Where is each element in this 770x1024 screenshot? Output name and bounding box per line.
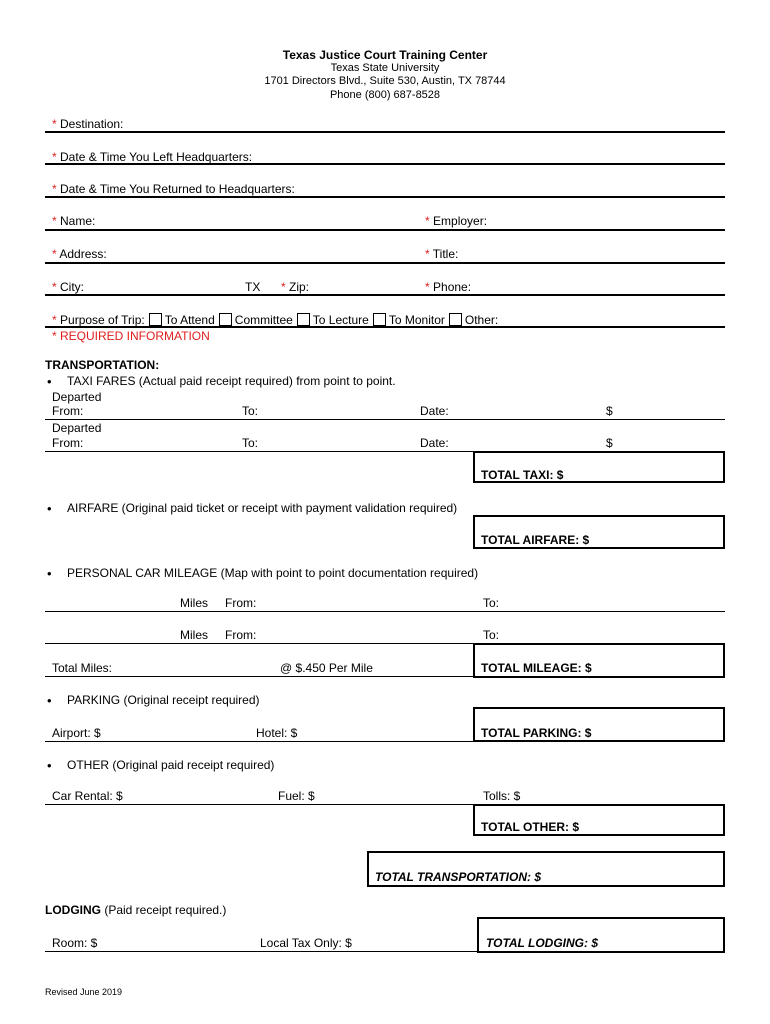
fuel-label: Fuel: $: [278, 789, 315, 803]
form-org-title: Texas Justice Court Training Center: [282, 48, 488, 62]
to-lecture-checkbox[interactable]: [297, 313, 310, 326]
transportation-heading: TRANSPORTATION:: [45, 358, 160, 372]
purpose-line[interactable]: [45, 326, 725, 328]
name-employer-line[interactable]: [45, 229, 725, 231]
to-monitor-label: To Monitor: [388, 313, 445, 327]
required-note: * REQUIRED INFORMATION: [52, 329, 210, 343]
airport-label: Airport: $: [52, 726, 101, 740]
mileage-row-1-line[interactable]: [45, 611, 725, 612]
city-phone-line[interactable]: [45, 294, 725, 296]
purpose-row: * Purpose of Trip: To Attend Committee To Lecture To Monitor Other:: [52, 313, 499, 327]
destination-line[interactable]: [45, 131, 725, 133]
left-hq-label: * Date & Time You Left Headquarters:: [52, 150, 253, 164]
to-lecture-label: To Lecture: [312, 313, 369, 327]
from-label: From:: [225, 596, 257, 610]
tolls-label: Tolls: $: [483, 789, 521, 803]
parking-line[interactable]: [45, 741, 475, 742]
returned-hq-label: * Date & Time You Returned to Headquarters:: [52, 182, 295, 196]
from-label: From:: [52, 436, 84, 450]
to-monitor-checkbox[interactable]: [373, 313, 386, 326]
destination-label: * Destination:: [52, 117, 124, 131]
taxi-description: TAXI FARES (Actual paid receipt required) from point to point.: [67, 374, 396, 388]
committee-label: Committee: [234, 313, 293, 327]
departed-label: Departed: [52, 390, 102, 404]
address-title-line[interactable]: [45, 262, 725, 264]
airfare-description: AIRFARE (Original paid ticket or receipt with payment validation required): [67, 501, 458, 515]
zip-label: * Zip:: [281, 280, 310, 294]
total-parking-label: TOTAL PARKING: $: [481, 726, 592, 740]
total-miles-line[interactable]: [45, 676, 475, 677]
local-tax-label: Local Tax Only: $: [260, 936, 352, 950]
other-bullet: •: [47, 758, 52, 773]
form-phone: Phone (800) 687-8528: [329, 89, 441, 101]
hotel-label: Hotel: $: [256, 726, 298, 740]
lodging-line[interactable]: [45, 951, 480, 952]
phone-label: * Phone:: [425, 280, 472, 294]
from-label: From:: [225, 628, 257, 642]
mileage-rate: @ $.450 Per Mile: [280, 661, 373, 675]
total-airfare-label: TOTAL AIRFARE: $: [481, 533, 590, 547]
state-value: TX: [245, 280, 261, 294]
to-label: To:: [483, 628, 500, 642]
departed-label: Departed: [52, 421, 102, 435]
employer-label: * Employer:: [425, 214, 488, 228]
mileage-bullet: •: [47, 566, 52, 581]
city-label: * City:: [52, 280, 85, 294]
committee-checkbox[interactable]: [219, 313, 232, 326]
form-university: Texas State University: [330, 62, 440, 74]
total-transportation-label: TOTAL TRANSPORTATION: $: [375, 870, 542, 884]
taxi-row-1-line[interactable]: [45, 419, 725, 420]
total-other-label: TOTAL OTHER: $: [481, 820, 580, 834]
to-attend-checkbox[interactable]: [149, 313, 162, 326]
miles-label: Miles: [180, 596, 209, 610]
returned-hq-line[interactable]: [45, 196, 725, 198]
title-label: * Title:: [425, 247, 459, 261]
other-description: OTHER (Original paid receipt required): [67, 758, 275, 772]
form-address: 1701 Directors Blvd., Suite 530, Austin, TX 78744: [264, 75, 506, 87]
total-lodging-label: TOTAL LODGING: $: [486, 936, 599, 950]
mileage-description: PERSONAL CAR MILEAGE (Map with point to point documentation required): [67, 566, 479, 580]
lodging-heading: LODGING (Paid receipt required.): [45, 903, 227, 917]
other-checkbox[interactable]: [449, 313, 462, 326]
date-label: Date:: [420, 436, 449, 450]
taxi-bullet: •: [47, 374, 52, 389]
dollar-label: $: [606, 436, 613, 450]
to-label: To:: [483, 596, 500, 610]
dollar-label: $: [606, 404, 613, 418]
total-taxi-label: TOTAL TAXI: $: [481, 468, 564, 482]
purpose-label: Purpose of Trip:: [60, 313, 145, 327]
to-label: To:: [242, 436, 259, 450]
parking-bullet: •: [47, 693, 52, 708]
other-label: Other:: [464, 313, 499, 327]
address-label: * Address:: [52, 247, 107, 261]
date-label: Date:: [420, 404, 449, 418]
left-hq-line[interactable]: [45, 163, 725, 165]
total-miles-label: Total Miles:: [52, 661, 113, 675]
from-label: From:: [52, 404, 84, 418]
parking-description: PARKING (Original receipt required): [67, 693, 260, 707]
airfare-bullet: •: [47, 501, 52, 516]
to-attend-label: To Attend: [164, 313, 215, 327]
total-mileage-label: TOTAL MILEAGE: $: [481, 661, 592, 675]
miles-label: Miles: [180, 628, 209, 642]
room-label: Room: $: [52, 936, 98, 950]
to-label: To:: [242, 404, 259, 418]
name-label: * Name:: [52, 214, 96, 228]
car-rental-label: Car Rental: $: [52, 789, 123, 803]
revised-date: Revised June 2019: [45, 987, 123, 997]
